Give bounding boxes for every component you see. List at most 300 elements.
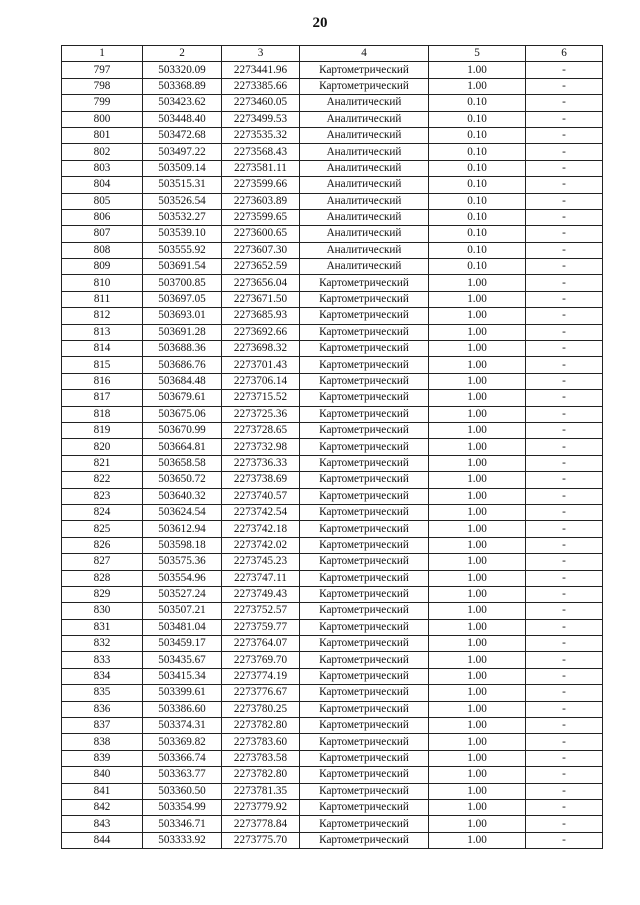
note-cell: -: [526, 652, 603, 668]
x-coordinate-cell: 503526.54: [143, 193, 222, 209]
note-cell: -: [526, 209, 603, 225]
x-coordinate-cell: 503532.27: [143, 209, 222, 225]
x-coordinate-cell: 503640.32: [143, 488, 222, 504]
note-cell: -: [526, 390, 603, 406]
note-cell: -: [526, 193, 603, 209]
x-coordinate-cell: 503679.61: [143, 390, 222, 406]
x-coordinate-cell: 503320.09: [143, 62, 222, 78]
note-cell: -: [526, 357, 603, 373]
accuracy-cell: 1.00: [429, 324, 526, 340]
y-coordinate-cell: 2273783.58: [222, 750, 300, 766]
note-cell: -: [526, 78, 603, 94]
method-cell: Картометрический: [300, 504, 429, 520]
y-coordinate-cell: 2273603.89: [222, 193, 300, 209]
y-coordinate-cell: 2273698.32: [222, 341, 300, 357]
note-cell: -: [526, 95, 603, 111]
x-coordinate-cell: 503697.05: [143, 291, 222, 307]
table-row: [62, 209, 603, 225]
y-coordinate-cell: 2273764.07: [222, 636, 300, 652]
table-row: [62, 570, 603, 586]
method-cell: Картометрический: [300, 472, 429, 488]
y-coordinate-cell: 2273701.43: [222, 357, 300, 373]
y-coordinate-cell: 2273745.23: [222, 554, 300, 570]
y-coordinate-cell: 2273780.25: [222, 701, 300, 717]
table-row: [62, 62, 603, 78]
table-row: [62, 521, 603, 537]
point-number-cell: 801: [62, 127, 143, 143]
note-cell: -: [526, 570, 603, 586]
point-number-cell: 834: [62, 668, 143, 684]
table-row: [62, 832, 603, 848]
point-number-cell: 819: [62, 422, 143, 438]
accuracy-cell: 0.10: [429, 177, 526, 193]
table-row: [62, 226, 603, 242]
page-number: 20: [312, 15, 328, 31]
y-coordinate-cell: 2273782.80: [222, 718, 300, 734]
table-row: [62, 554, 603, 570]
note-cell: -: [526, 406, 603, 422]
column-header: 1: [62, 46, 143, 62]
note-cell: -: [526, 259, 603, 275]
method-cell: Картометрический: [300, 373, 429, 389]
accuracy-cell: 1.00: [429, 341, 526, 357]
x-coordinate-cell: 503354.99: [143, 799, 222, 815]
x-coordinate-cell: 503691.28: [143, 324, 222, 340]
method-cell: Картометрический: [300, 636, 429, 652]
accuracy-cell: 1.00: [429, 767, 526, 783]
accuracy-cell: 1.00: [429, 455, 526, 471]
point-number-cell: 805: [62, 193, 143, 209]
x-coordinate-cell: 503507.21: [143, 603, 222, 619]
y-coordinate-cell: 2273499.53: [222, 111, 300, 127]
table-row: [62, 455, 603, 471]
table-row: [62, 472, 603, 488]
y-coordinate-cell: 2273769.70: [222, 652, 300, 668]
table-header-row: [62, 46, 603, 62]
note-cell: -: [526, 718, 603, 734]
point-number-cell: 826: [62, 537, 143, 553]
note-cell: -: [526, 668, 603, 684]
y-coordinate-cell: 2273775.70: [222, 832, 300, 848]
table-row: [62, 177, 603, 193]
x-coordinate-cell: 503515.31: [143, 177, 222, 193]
x-coordinate-cell: 503555.92: [143, 242, 222, 258]
accuracy-cell: 1.00: [429, 406, 526, 422]
x-coordinate-cell: 503554.96: [143, 570, 222, 586]
x-coordinate-cell: 503693.01: [143, 308, 222, 324]
method-cell: Картометрический: [300, 816, 429, 832]
note-cell: -: [526, 832, 603, 848]
method-cell: Картометрический: [300, 652, 429, 668]
method-cell: Картометрический: [300, 685, 429, 701]
x-coordinate-cell: 503650.72: [143, 472, 222, 488]
note-cell: -: [526, 455, 603, 471]
x-coordinate-cell: 503688.36: [143, 341, 222, 357]
point-number-cell: 827: [62, 554, 143, 570]
method-cell: Картометрический: [300, 390, 429, 406]
method-cell: Картометрический: [300, 718, 429, 734]
accuracy-cell: 1.00: [429, 652, 526, 668]
y-coordinate-cell: 2273776.67: [222, 685, 300, 701]
y-coordinate-cell: 2273749.43: [222, 586, 300, 602]
point-number-cell: 809: [62, 259, 143, 275]
point-number-cell: 831: [62, 619, 143, 635]
x-coordinate-cell: 503360.50: [143, 783, 222, 799]
accuracy-cell: 1.00: [429, 390, 526, 406]
table-row: [62, 357, 603, 373]
table-row: [62, 111, 603, 127]
point-number-cell: 807: [62, 226, 143, 242]
table-row: [62, 504, 603, 520]
method-cell: Аналитический: [300, 127, 429, 143]
note-cell: -: [526, 324, 603, 340]
note-cell: -: [526, 242, 603, 258]
x-coordinate-cell: 503658.58: [143, 455, 222, 471]
point-number-cell: 829: [62, 586, 143, 602]
method-cell: Картометрический: [300, 357, 429, 373]
accuracy-cell: 0.10: [429, 95, 526, 111]
note-cell: -: [526, 750, 603, 766]
table-row: [62, 95, 603, 111]
accuracy-cell: 1.00: [429, 685, 526, 701]
x-coordinate-cell: 503575.36: [143, 554, 222, 570]
table-row: [62, 603, 603, 619]
accuracy-cell: 1.00: [429, 701, 526, 717]
accuracy-cell: 0.10: [429, 242, 526, 258]
accuracy-cell: 1.00: [429, 373, 526, 389]
point-number-cell: 806: [62, 209, 143, 225]
point-number-cell: 812: [62, 308, 143, 324]
y-coordinate-cell: 2273781.35: [222, 783, 300, 799]
accuracy-cell: 1.00: [429, 537, 526, 553]
x-coordinate-cell: 503435.67: [143, 652, 222, 668]
table-row: [62, 275, 603, 291]
accuracy-cell: 0.10: [429, 226, 526, 242]
accuracy-cell: 1.00: [429, 783, 526, 799]
table-row: [62, 259, 603, 275]
x-coordinate-cell: 503527.24: [143, 586, 222, 602]
note-cell: -: [526, 701, 603, 717]
method-cell: Аналитический: [300, 209, 429, 225]
x-coordinate-cell: 503368.89: [143, 78, 222, 94]
method-cell: Аналитический: [300, 177, 429, 193]
point-number-cell: 813: [62, 324, 143, 340]
point-number-cell: 836: [62, 701, 143, 717]
accuracy-cell: 1.00: [429, 750, 526, 766]
accuracy-cell: 1.00: [429, 668, 526, 684]
note-cell: -: [526, 537, 603, 553]
table-row: [62, 406, 603, 422]
note-cell: -: [526, 422, 603, 438]
column-header: 2: [143, 46, 222, 62]
method-cell: Картометрический: [300, 767, 429, 783]
y-coordinate-cell: 2273732.98: [222, 439, 300, 455]
x-coordinate-cell: 503472.68: [143, 127, 222, 143]
table-row: [62, 783, 603, 799]
point-number-cell: 840: [62, 767, 143, 783]
method-cell: Картометрический: [300, 439, 429, 455]
x-coordinate-cell: 503675.06: [143, 406, 222, 422]
note-cell: -: [526, 488, 603, 504]
x-coordinate-cell: 503415.34: [143, 668, 222, 684]
note-cell: -: [526, 111, 603, 127]
table-row: [62, 373, 603, 389]
table-row: [62, 422, 603, 438]
y-coordinate-cell: 2273599.66: [222, 177, 300, 193]
method-cell: Картометрический: [300, 783, 429, 799]
table-row: [62, 390, 603, 406]
note-cell: -: [526, 504, 603, 520]
note-cell: -: [526, 685, 603, 701]
y-coordinate-cell: 2273728.65: [222, 422, 300, 438]
y-coordinate-cell: 2273742.18: [222, 521, 300, 537]
point-number-cell: 803: [62, 160, 143, 176]
point-number-cell: 810: [62, 275, 143, 291]
y-coordinate-cell: 2273535.32: [222, 127, 300, 143]
x-coordinate-cell: 503670.99: [143, 422, 222, 438]
x-coordinate-cell: 503333.92: [143, 832, 222, 848]
accuracy-cell: 1.00: [429, 439, 526, 455]
method-cell: Картометрический: [300, 488, 429, 504]
accuracy-cell: 0.10: [429, 127, 526, 143]
point-number-cell: 798: [62, 78, 143, 94]
note-cell: -: [526, 767, 603, 783]
note-cell: -: [526, 308, 603, 324]
y-coordinate-cell: 2273779.92: [222, 799, 300, 815]
method-cell: Картометрический: [300, 603, 429, 619]
y-coordinate-cell: 2273568.43: [222, 144, 300, 160]
method-cell: Картометрический: [300, 734, 429, 750]
accuracy-cell: 1.00: [429, 816, 526, 832]
accuracy-cell: 1.00: [429, 799, 526, 815]
y-coordinate-cell: 2273441.96: [222, 62, 300, 78]
x-coordinate-cell: 503369.82: [143, 734, 222, 750]
method-cell: Картометрический: [300, 341, 429, 357]
point-number-cell: 821: [62, 455, 143, 471]
x-coordinate-cell: 503539.10: [143, 226, 222, 242]
table-row: [62, 324, 603, 340]
note-cell: -: [526, 439, 603, 455]
table-row: [62, 668, 603, 684]
table-row: [62, 488, 603, 504]
point-number-cell: 822: [62, 472, 143, 488]
point-number-cell: 835: [62, 685, 143, 701]
accuracy-cell: 1.00: [429, 472, 526, 488]
x-coordinate-cell: 503346.71: [143, 816, 222, 832]
method-cell: Аналитический: [300, 144, 429, 160]
note-cell: -: [526, 521, 603, 537]
note-cell: -: [526, 373, 603, 389]
accuracy-cell: 0.10: [429, 160, 526, 176]
method-cell: Картометрический: [300, 799, 429, 815]
x-coordinate-cell: 503686.76: [143, 357, 222, 373]
accuracy-cell: 1.00: [429, 734, 526, 750]
method-cell: Картометрический: [300, 291, 429, 307]
table-row: [62, 537, 603, 553]
accuracy-cell: 1.00: [429, 422, 526, 438]
point-number-cell: 830: [62, 603, 143, 619]
x-coordinate-cell: 503363.77: [143, 767, 222, 783]
accuracy-cell: 1.00: [429, 586, 526, 602]
accuracy-cell: 0.10: [429, 111, 526, 127]
table-row: [62, 718, 603, 734]
x-coordinate-cell: 503509.14: [143, 160, 222, 176]
note-cell: -: [526, 341, 603, 357]
point-number-cell: 824: [62, 504, 143, 520]
x-coordinate-cell: 503497.22: [143, 144, 222, 160]
table-row: [62, 439, 603, 455]
x-coordinate-cell: 503481.04: [143, 619, 222, 635]
y-coordinate-cell: 2273706.14: [222, 373, 300, 389]
method-cell: Аналитический: [300, 259, 429, 275]
point-number-cell: 828: [62, 570, 143, 586]
y-coordinate-cell: 2273656.04: [222, 275, 300, 291]
note-cell: -: [526, 160, 603, 176]
method-cell: Картометрический: [300, 750, 429, 766]
note-cell: -: [526, 636, 603, 652]
y-coordinate-cell: 2273752.57: [222, 603, 300, 619]
x-coordinate-cell: 503423.62: [143, 95, 222, 111]
accuracy-cell: 1.00: [429, 504, 526, 520]
method-cell: Аналитический: [300, 193, 429, 209]
point-number-cell: 841: [62, 783, 143, 799]
y-coordinate-cell: 2273742.02: [222, 537, 300, 553]
y-coordinate-cell: 2273759.77: [222, 619, 300, 635]
table-row: [62, 636, 603, 652]
y-coordinate-cell: 2273685.93: [222, 308, 300, 324]
method-cell: Картометрический: [300, 570, 429, 586]
accuracy-cell: 1.00: [429, 488, 526, 504]
point-number-cell: 804: [62, 177, 143, 193]
note-cell: -: [526, 799, 603, 815]
table-row: [62, 193, 603, 209]
y-coordinate-cell: 2273715.52: [222, 390, 300, 406]
table-row: [62, 701, 603, 717]
point-number-cell: 814: [62, 341, 143, 357]
point-number-cell: 820: [62, 439, 143, 455]
y-coordinate-cell: 2273671.50: [222, 291, 300, 307]
method-cell: Картометрический: [300, 619, 429, 635]
y-coordinate-cell: 2273600.65: [222, 226, 300, 242]
y-coordinate-cell: 2273460.05: [222, 95, 300, 111]
y-coordinate-cell: 2273385.66: [222, 78, 300, 94]
accuracy-cell: 1.00: [429, 832, 526, 848]
point-number-cell: 797: [62, 62, 143, 78]
point-number-cell: 843: [62, 816, 143, 832]
method-cell: Аналитический: [300, 111, 429, 127]
x-coordinate-cell: 503700.85: [143, 275, 222, 291]
method-cell: Картометрический: [300, 422, 429, 438]
note-cell: -: [526, 226, 603, 242]
x-coordinate-cell: 503459.17: [143, 636, 222, 652]
x-coordinate-cell: 503598.18: [143, 537, 222, 553]
y-coordinate-cell: 2273774.19: [222, 668, 300, 684]
point-number-cell: 838: [62, 734, 143, 750]
table-row: [62, 127, 603, 143]
y-coordinate-cell: 2273738.69: [222, 472, 300, 488]
note-cell: -: [526, 603, 603, 619]
method-cell: Картометрический: [300, 668, 429, 684]
y-coordinate-cell: 2273692.66: [222, 324, 300, 340]
table-row: [62, 685, 603, 701]
point-number-cell: 825: [62, 521, 143, 537]
x-coordinate-cell: 503386.60: [143, 701, 222, 717]
accuracy-cell: 1.00: [429, 521, 526, 537]
point-number-cell: 832: [62, 636, 143, 652]
accuracy-cell: 1.00: [429, 603, 526, 619]
point-number-cell: 799: [62, 95, 143, 111]
note-cell: -: [526, 619, 603, 635]
accuracy-cell: 1.00: [429, 78, 526, 94]
accuracy-cell: 1.00: [429, 554, 526, 570]
accuracy-cell: 1.00: [429, 570, 526, 586]
y-coordinate-cell: 2273783.60: [222, 734, 300, 750]
method-cell: Картометрический: [300, 406, 429, 422]
note-cell: -: [526, 177, 603, 193]
note-cell: -: [526, 554, 603, 570]
point-number-cell: 817: [62, 390, 143, 406]
y-coordinate-cell: 2273747.11: [222, 570, 300, 586]
column-header: 6: [526, 46, 603, 62]
x-coordinate-cell: 503691.54: [143, 259, 222, 275]
accuracy-cell: 1.00: [429, 636, 526, 652]
table-row: [62, 308, 603, 324]
y-coordinate-cell: 2273725.36: [222, 406, 300, 422]
note-cell: -: [526, 816, 603, 832]
point-number-cell: 844: [62, 832, 143, 848]
point-number-cell: 839: [62, 750, 143, 766]
table-row: [62, 291, 603, 307]
table-row: [62, 652, 603, 668]
method-cell: Картометрический: [300, 275, 429, 291]
point-number-cell: 800: [62, 111, 143, 127]
accuracy-cell: 1.00: [429, 62, 526, 78]
note-cell: -: [526, 62, 603, 78]
accuracy-cell: 1.00: [429, 275, 526, 291]
note-cell: -: [526, 783, 603, 799]
x-coordinate-cell: 503612.94: [143, 521, 222, 537]
method-cell: Аналитический: [300, 242, 429, 258]
method-cell: Картометрический: [300, 586, 429, 602]
table-row: [62, 767, 603, 783]
x-coordinate-cell: 503664.81: [143, 439, 222, 455]
y-coordinate-cell: 2273782.80: [222, 767, 300, 783]
point-number-cell: 808: [62, 242, 143, 258]
x-coordinate-cell: 503448.40: [143, 111, 222, 127]
accuracy-cell: 0.10: [429, 193, 526, 209]
method-cell: Картометрический: [300, 537, 429, 553]
table-row: [62, 750, 603, 766]
accuracy-cell: 0.10: [429, 259, 526, 275]
accuracy-cell: 1.00: [429, 619, 526, 635]
x-coordinate-cell: 503366.74: [143, 750, 222, 766]
y-coordinate-cell: 2273607.30: [222, 242, 300, 258]
note-cell: -: [526, 734, 603, 750]
y-coordinate-cell: 2273736.33: [222, 455, 300, 471]
point-number-cell: 823: [62, 488, 143, 504]
table-row: [62, 144, 603, 160]
table-row: [62, 619, 603, 635]
y-coordinate-cell: 2273581.11: [222, 160, 300, 176]
x-coordinate-cell: 503684.48: [143, 373, 222, 389]
table-row: [62, 160, 603, 176]
y-coordinate-cell: 2273778.84: [222, 816, 300, 832]
y-coordinate-cell: 2273742.54: [222, 504, 300, 520]
x-coordinate-cell: 503374.31: [143, 718, 222, 734]
note-cell: -: [526, 275, 603, 291]
y-coordinate-cell: 2273599.65: [222, 209, 300, 225]
table-row: [62, 799, 603, 815]
